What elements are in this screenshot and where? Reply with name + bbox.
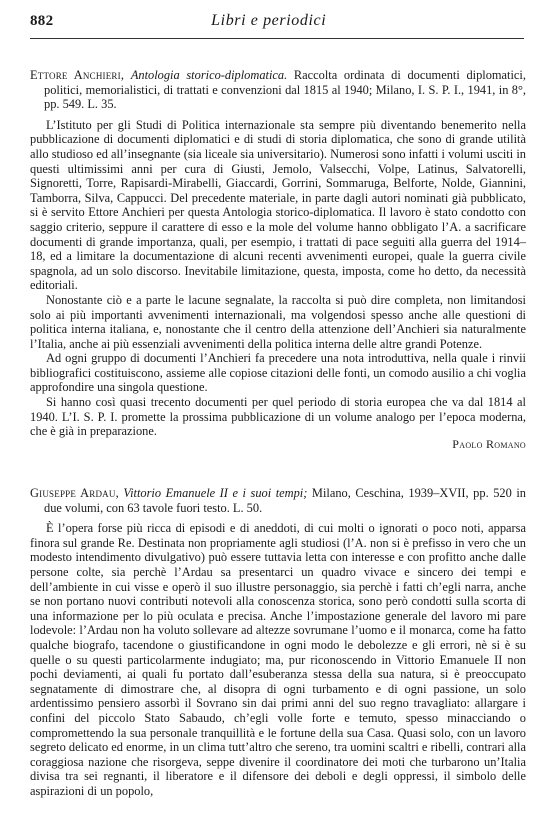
review-citation [30, 486, 526, 515]
review-author: Giuseppe Ardau, [30, 486, 119, 500]
paragraph: L’Istituto per gli Studi di Politica internazionale sta sempre più diventando benemerito nella pubblicazione di documenti diplomatici e di studi di storia diplomatica, che sono di grande utilità allo studioso ed all’insegnante (sia liceale sia universitario). Numerosi sono infatti i volumi usciti in questi ultimissimi anni per cura di Giusti, Jemolo, Valsecchi, Volpe, Latinus, Salvatorelli, Signoretti, Torre, Rapisardi-Mirabelli, Giaccardi, Gorrini, Sommaruga, Belforte, Nolde, Giannini, Tamborra, Silva, Cappucci. Del precedente materiale, in parte dagli autori nominati già pubblicato, si è servito Ettore Anchieri per questa Antologia storico-diplomatica. Il lavoro è stato condotto con saggio criterio, seppure il carattere di esso e la mole del volume hanno obbligato l’A. a sacrificare documenti di grande importanza, quali, per esempio, i trattati di pace seguiti alla guerra del 1914–18, ed a limitare la documentazione di alcuni recenti avvenimenti europei, quale la guerra civile spagnola, ad un solo discorso. Inevitabile limitazione, questa, imposta, come ho detto, da necessità editoriali. [30, 117, 526, 293]
review-body [30, 118, 526, 439]
page-header [30, 12, 524, 34]
paragraph: Nonostante ciò e a parte le lacune segnalate, la raccolta si può dire completa, non limitandosi solo ai più importanti avvenimenti internazionali, ma volgendosi spesso anche alle questioni di politica interna italiana, e, nonostante che il centro della attenzione dell’Anchieri sia naturalmente l’Italia, anche ai più essenziali avvenimenti della politica interna delle altre grandi Potenze. [30, 292, 526, 351]
book-title: Vittorio Emanuele II e i suoi tempi; [123, 486, 308, 500]
page-number: 882 [30, 13, 54, 29]
header-rule [30, 38, 524, 39]
book-title: Antologia storico-diplomatica. [130, 68, 288, 82]
paragraph: Ad ogni gruppo di documenti l’Anchieri fa precedere una nota introduttiva, nella quale i rinvii bibliografici costituiscono, assieme alle copiose citazioni delle fonti, un comodo ausilio a chi voglia approfondire una singola questione. [30, 351, 526, 395]
paragraph: È l’opera forse più ricca di episodi e di aneddoti, di cui molti o ignorati o poco noti, apparsa finora sul grande Re. Destinata non propriamente agli studiosi (l’A. non si è prefisso in vero che un modesto intendimento divulgativo) può essere tuttavia letta con interesse e con profitto anche dalle persone colte, sia perchè l’Ardau sa presentarci un quadro vivace e sincero dei tempi e dell’ambiente in cui visse e operò il suo illustre personaggio, sia perchè i fatti ch’egli narra, anche se non portano nuovi contributi notevoli alla conoscenza storica, sono però condotti sulla scorta di una informazione per lo più oculata e precisa. Anche l’impostazione generale del lavoro mi pare lodevole: l’Ardau non ha voluto sollevare ad altezze sovrumane l’uomo e il monarca, come ha fatto qualche biografo, tacendone o giustificandone in ogni modo le debolezze e gli errori, nè si è su quelle o su questi particolarmente indugiato; ma, pur riconoscendo in Vittorio Emanuele II non pochi deviamenti, ai quali fu portato dall’esuberanza stessa della sua natura, si è preoccupato segnatamente di dimostrare che, al disopra di ogni turbamento e di ogni passione, un solo ardentissimo pensiero assorbì il Sovrano sin dai primi anni del suo regno travagliato: allargare i confini del piccolo Stato Sabaudo, ch’egli volle forte e temuto, spesso minacciando o compromettendo la sua personale tranquillità e le fortune della sua Casa. Quasi solo, con un lavoro segreto delicato ed enorme, in un clima tutt’altro che sereno, tra uomini scaltri e ribelli, contrari alla coraggiosa nazione che risorgeva, seppe divenire il coordinatore dei moti che turbarono un’Italia divisa tra sei regnanti, il liberatore e il difensore dei deboli e degli oppressi, il simbolo delle aspirazioni di un popolo, [30, 521, 526, 798]
review-citation [30, 68, 526, 112]
citation-details: Milano, Ceschina, 1939–XVII, pp. 520 in due volumi, con 63 tavole fuori testo. L. 50. [44, 486, 526, 515]
review-ardau [30, 486, 526, 798]
running-title: Libri e periodici [211, 12, 327, 29]
review-body [30, 521, 526, 798]
review-author: Ettore Anchieri, [30, 68, 125, 82]
reviewer-signature: Paolo Romano [452, 436, 526, 451]
paragraph: Si hanno così quasi trecento documenti per quel periodo di storia europea che va dal 1814 al 1940. L’I. S. P. I. promette la prossima pubblicazione di un volume analogo per l’epoca moderna, che è già in preparazione. [30, 395, 526, 439]
citation-details: Raccolta ordinata di documenti diplomatici, politici, memorialistici, di trattati e convenzioni dal 1815 al 1940; Milano, I. S. P. I., 1941, in 8°, pp. 549. L. 35. [44, 68, 526, 112]
review-anchieri [30, 68, 526, 451]
